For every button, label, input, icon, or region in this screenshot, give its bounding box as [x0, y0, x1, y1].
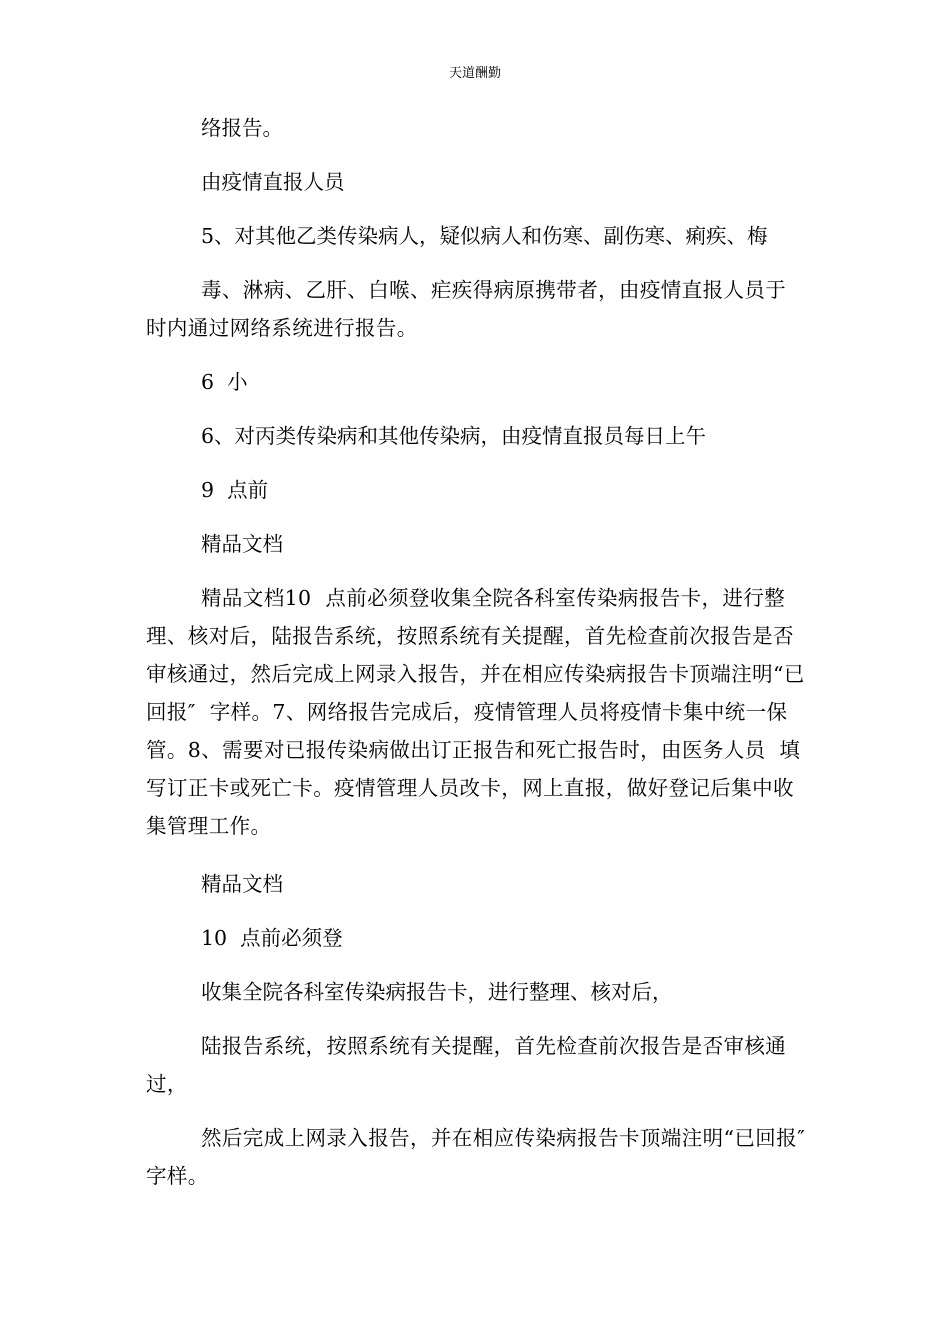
page-header: 天道酬勤 [448, 66, 501, 81]
paragraph: 由疫情直报人员 [201, 170, 345, 194]
paragraph: 收集全院各科室传染病报告卡，进行整理、核对后， [201, 980, 673, 1004]
paragraph: 毒、淋病、乙肝、白喉、疟疾得病原携带者，由疫情直报人员于时内通过网络系统进行报告。 [146, 278, 787, 340]
paragraph: 精品文档 [201, 532, 283, 556]
paragraph: 10 点前必须登 [201, 926, 343, 950]
paragraph: 精品文档 [201, 872, 283, 896]
paragraph: 5、对其他乙类传染病人，疑似病人和伤寒、副伤寒、痢疾、梅 [201, 224, 768, 248]
paragraph: 陆报告系统，按照系统有关提醒，首先检查前次报告是否审核通过， [146, 1034, 787, 1096]
paragraph: 9 点前 [201, 478, 269, 502]
paragraph: 精品文档10 点前必须登收集全院各科室传染病报告卡，进行整理、核对后，陆报告系统，按照系统有关提醒，首先检查前次报告是否审核通过，然后完成上网录入报告，并在相应传染病报告卡顶端注明“已回报″ 字样。7、网络报告完成后，疫情管理人员将疫情卡集中统一保管。8、需要对已报传染病做出订正报告和死亡报告时，由医务人员 填写订正卡或死亡卡。疫情管理人员改卡，网上直报，做好登记后集中收集管理工作。 [146, 586, 805, 838]
paragraph: 络报告。 [201, 116, 283, 140]
paragraph: 6 小 [201, 370, 248, 394]
paragraph: 然后完成上网录入报告，并在相应传染病报告卡顶端注明“已回报″ 字样。 [146, 1126, 819, 1188]
paragraph: 6、对丙类传染病和其他传染病，由疫情直报员每日上午 [201, 424, 707, 448]
